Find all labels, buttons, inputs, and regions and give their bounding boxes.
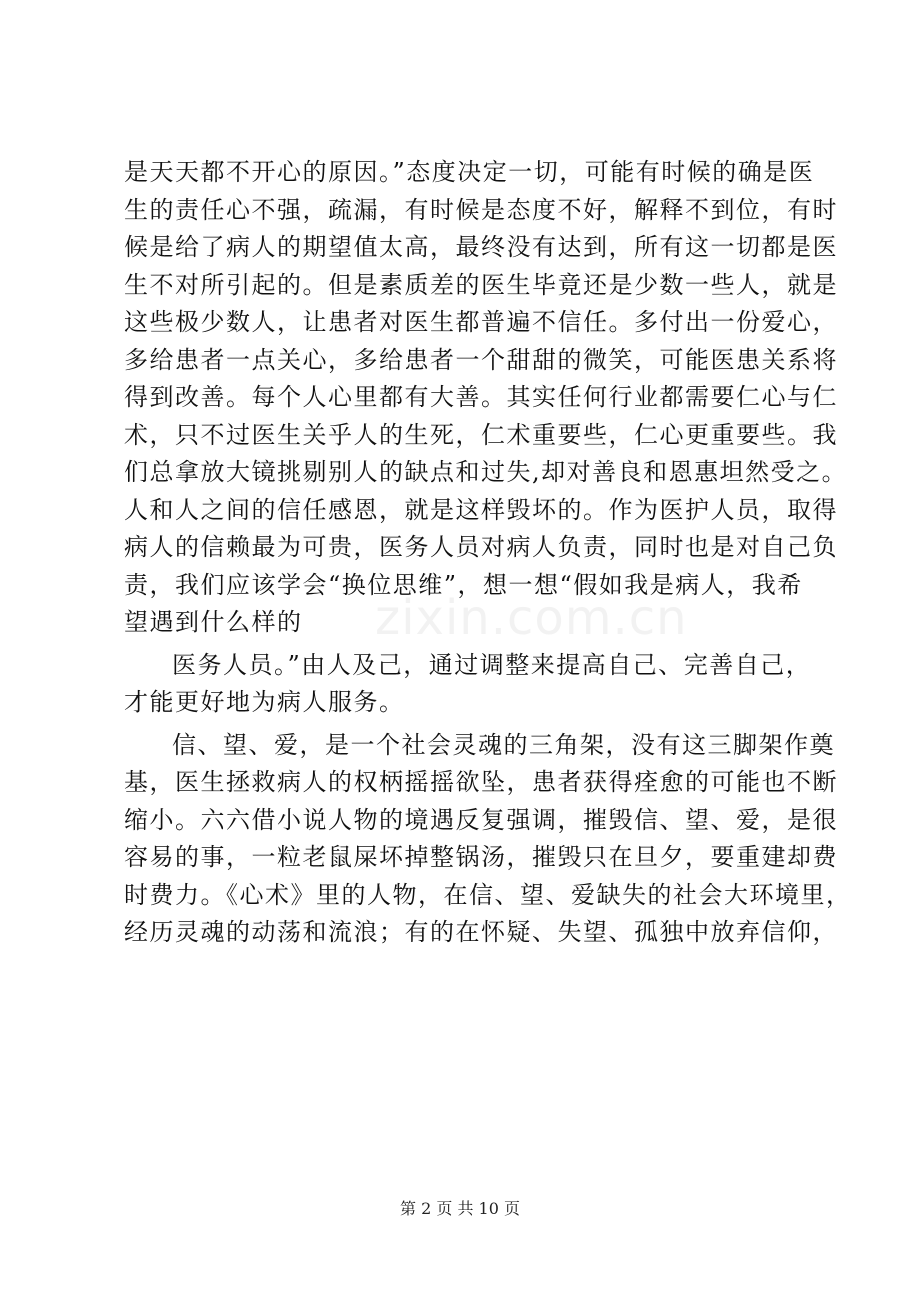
text-line: 基，医生拯救病人的权柄摇摇欲坠，患者获得痊愈的可能也不断 — [124, 768, 838, 796]
text-line: 病人的信赖最为可贵，医务人员对病人负责，同时也是对自己负 — [124, 533, 838, 561]
text-line: 信、望、爱，是一个社会灵魂的三角架，没有这三脚架作奠 — [172, 730, 835, 759]
text-line: 缩小。六六借小说人物的境遇反复强调，摧毁信、望、爱，是很 — [124, 805, 838, 834]
text-line: 候是给了病人的期望值太高，最终没有达到，所有这一切都是医 — [124, 233, 838, 261]
document-body — [124, 154, 852, 952]
text-line: 术，只不过医生关乎人的生死，仁术重要些，仁心更重要些。我 — [124, 420, 838, 449]
text-line: 医务人员。”由人及己，通过调整来提高自己、完善自己， — [172, 650, 812, 679]
text-line: 这些极少数人，让患者对医生都普遍不信任。多付出一份爱心， — [124, 308, 838, 336]
paragraph-1 — [124, 154, 848, 642]
text-line: 责，我们应该学会“换位思维”，想一想“假如我是病人，我希 — [124, 570, 803, 599]
text-line: 容易的事，一粒老鼠屎坏掉整锅汤，摧毁只在旦夕，要重建却费 — [124, 843, 838, 871]
text-line: 得到改善。每个人心里都有大善。其实任何行业都需要仁心与仁 — [124, 383, 838, 411]
text-line: 多给患者一点关心，多给患者一个甜甜的微笑，可能医患关系将 — [124, 345, 838, 374]
text-line: 时费力。《心术》里的人物，在信、望、爱缺失的社会大环境里， — [124, 880, 852, 909]
watermark: zixin.com.cn — [375, 590, 688, 646]
text-line: 们总拿放大镜挑剔别人的缺点和过失,却对善良和恩惠坦然受之。 — [124, 458, 848, 486]
text-line: 生的责任心不强，疏漏，有时候是态度不好，解释不到位，有时 — [124, 195, 838, 224]
text-line: 是天天都不开心的原因。”态度决定一切，可能有时候的确是医 — [124, 158, 815, 186]
text-line: 才能更好地为病人服务。 — [124, 688, 405, 716]
paragraph-2 — [124, 647, 812, 722]
text-line: 生不对所引起的。但是素质差的医生毕竟还是少数一些人，就是 — [124, 270, 838, 299]
text-line: 经历灵魂的动荡和流浪；有的在怀疑、失望、孤独中放弃信仰， — [124, 918, 838, 946]
paragraph-3 — [124, 727, 852, 952]
text-line: 望遇到什么样的 — [124, 608, 303, 636]
page-number-footer: 第 2 页 共 10 页 — [400, 1199, 520, 1218]
text-line: 人和人之间的信任感恩，就是这样毁坏的。作为医护人员，取得 — [124, 495, 838, 524]
